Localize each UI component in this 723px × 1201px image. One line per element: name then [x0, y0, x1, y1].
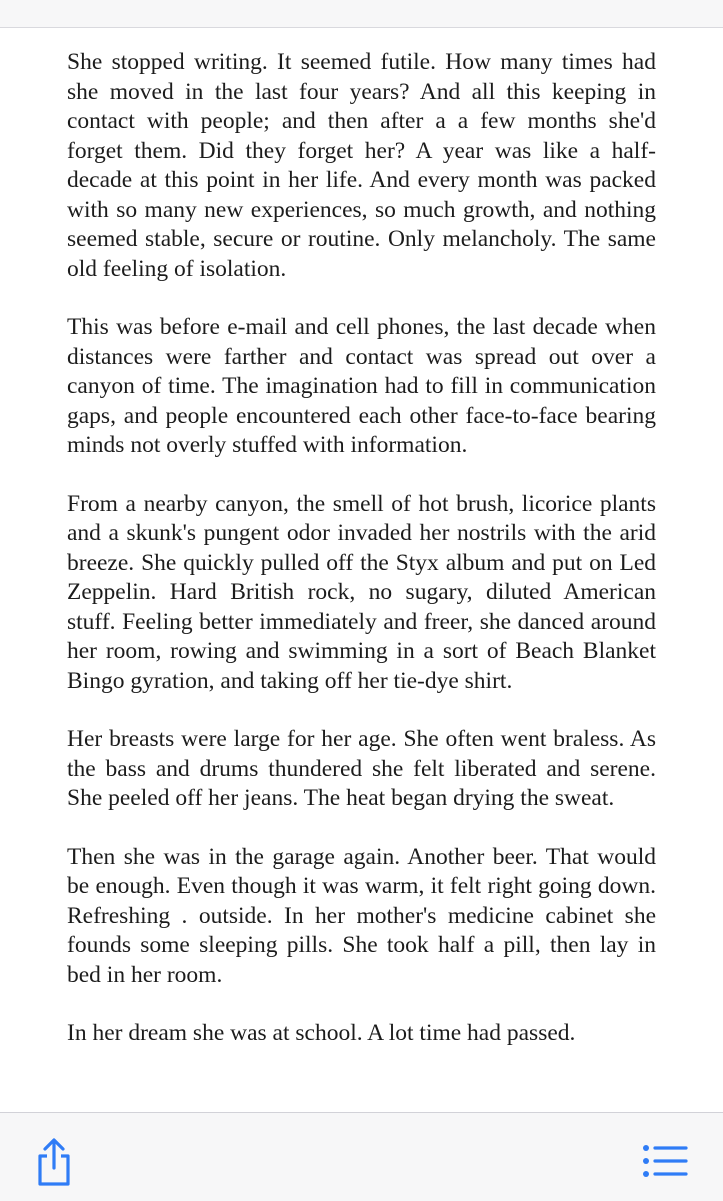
paragraph-3: From a nearby canyon, the smell of hot brush, licorice plants and a skunk's pungent odor invaded her nostrils with the arid breeze. She quickly pulled off the Styx album and put on Led Zeppelin. Hard British rock, no sugary, diluted American stuff. Feeling better immediately and freer, she danced around her room, rowing and swimming in a sort of Beach Blanket Bingo gyration, and taking off her tie-dye shirt.: [67, 490, 656, 694]
table-of-contents-button[interactable]: [642, 1143, 688, 1179]
paragraph-2: This was before e-mail and cell phones, the last decade when distances were farther and contact was spread out over a canyon of time. The imagination had to fill in communication gaps, and people encountered each other face-to-face bearing minds not overly stuffed with information.: [67, 314, 656, 458]
bottom-toolbar: [0, 1112, 723, 1201]
list-icon: [642, 1143, 688, 1179]
paragraph-5: Then she was in the garage again. Another beer. That would be enough. Even though it was warm, it felt right going down. Refreshing . outside. In her mother's medicine cabinet she founds some sleeping pills. She took half a pill, then lay in bed in her room.: [67, 843, 656, 988]
paragraph-6: In her dream she was at school. A lot time had passed.: [67, 1020, 576, 1046]
paragraph-1: She stopped writing. It seemed futile. How many times had she moved in the last four years? And all this keeping in contact with people; and then after a a few months she'd forget them. Did they forget her? A year was like a half-decade at this point in her life. And every month was packed with so many new experiences, so much growth, and nothing seemed stable, secure or routine. Only melancholy. The same old feeling of isolation.: [67, 49, 656, 282]
share-button[interactable]: [32, 1137, 76, 1187]
share-icon: [32, 1137, 76, 1187]
top-bar: [0, 0, 723, 28]
reader-content[interactable]: [67, 48, 656, 1112]
paragraph-4: Her breasts were large for her age. She often went braless. As the bass and drums thundered she felt liberated and serene. She peeled off her jeans. The heat began drying the sweat.: [67, 726, 656, 811]
